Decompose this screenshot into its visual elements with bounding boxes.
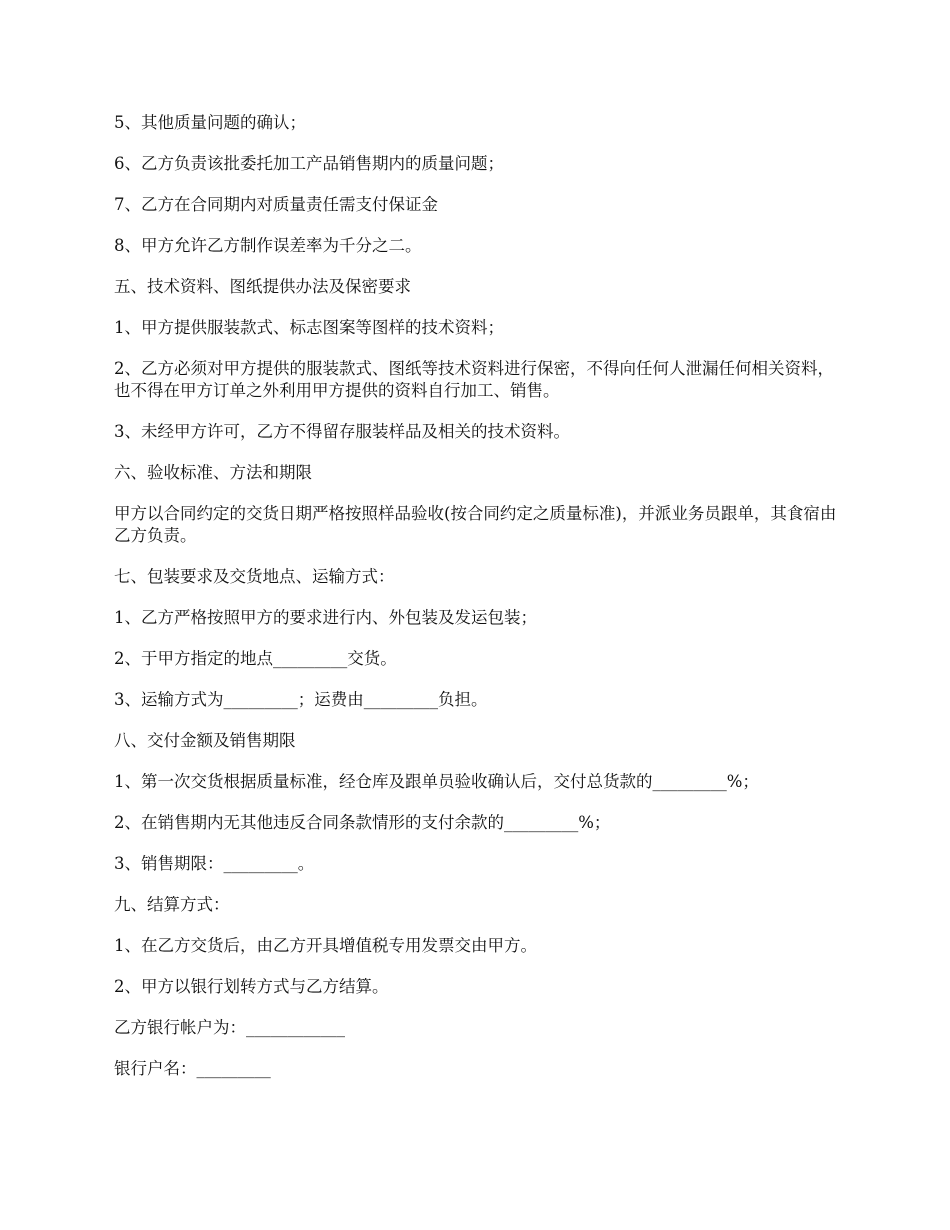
section-heading-technical-materials: 五、技术资料、图纸提供办法及保密要求 [114, 277, 411, 296]
clause-balance-payment: 2、在销售期内无其他违反合同条款情形的支付余款的_________%； [114, 813, 611, 832]
clause-quality-other: 5、其他质量问题的确认； [114, 113, 306, 132]
clause-bank-transfer: 2、甲方以银行划转方式与乙方结算。 [114, 977, 389, 996]
clause-technical-materials-provide: 1、甲方提供服装款式、标志图案等图样的技术资料； [114, 318, 504, 337]
clause-sales-period: 3、销售期限：_________。 [114, 854, 315, 873]
section-heading-payment: 八、交付金额及销售期限 [114, 731, 296, 750]
clause-packaging: 1、乙方严格按照甲方的要求进行内、外包装及发运包装； [114, 608, 537, 627]
clause-quality-deposit: 7、乙方在合同期内对质量责任需支付保证金 [114, 195, 438, 214]
document-body [114, 112, 840, 1099]
section-heading-acceptance: 六、验收标准、方法和期限 [114, 463, 312, 482]
clause-transport: 3、运输方式为_________；运费由_________负担。 [114, 690, 488, 709]
clause-acceptance: 甲方以合同约定的交货日期严格按照样品验收(按合同约定之质量标准)，并派业务员跟单，其食宿由乙方负责。 [114, 504, 837, 545]
field-bank-account: 乙方银行帐户为：____________ [114, 1018, 345, 1037]
clause-error-rate: 8、甲方允许乙方制作误差率为千分之二。 [114, 236, 422, 255]
field-account-name: 银行户名：_________ [114, 1059, 271, 1078]
clause-confidentiality: 2、乙方必须对甲方提供的服装款式、图纸等技术资料进行保密，不得向任何人泄漏任何相关资料，也不得在甲方订单之外利用甲方提供的资料自行加工、销售。 [114, 359, 834, 400]
section-heading-packaging: 七、包装要求及交货地点、运输方式： [114, 567, 395, 586]
clause-invoice: 1、在乙方交货后，由乙方开具增值税专用发票交由甲方。 [114, 936, 537, 955]
clause-delivery-location: 2、于甲方指定的地点_________交货。 [114, 649, 397, 668]
clause-first-payment: 1、第一次交货根据质量标准，经仓库及跟单员验收确认后，交付总货款的_________%； [114, 772, 759, 791]
clause-quality-sales-period: 6、乙方负责该批委托加工产品销售期内的质量问题； [114, 154, 504, 173]
clause-samples-retention: 3、未经甲方许可，乙方不得留存服装样品及相关的技术资料。 [114, 422, 570, 441]
section-heading-settlement: 九、结算方式： [114, 895, 230, 914]
